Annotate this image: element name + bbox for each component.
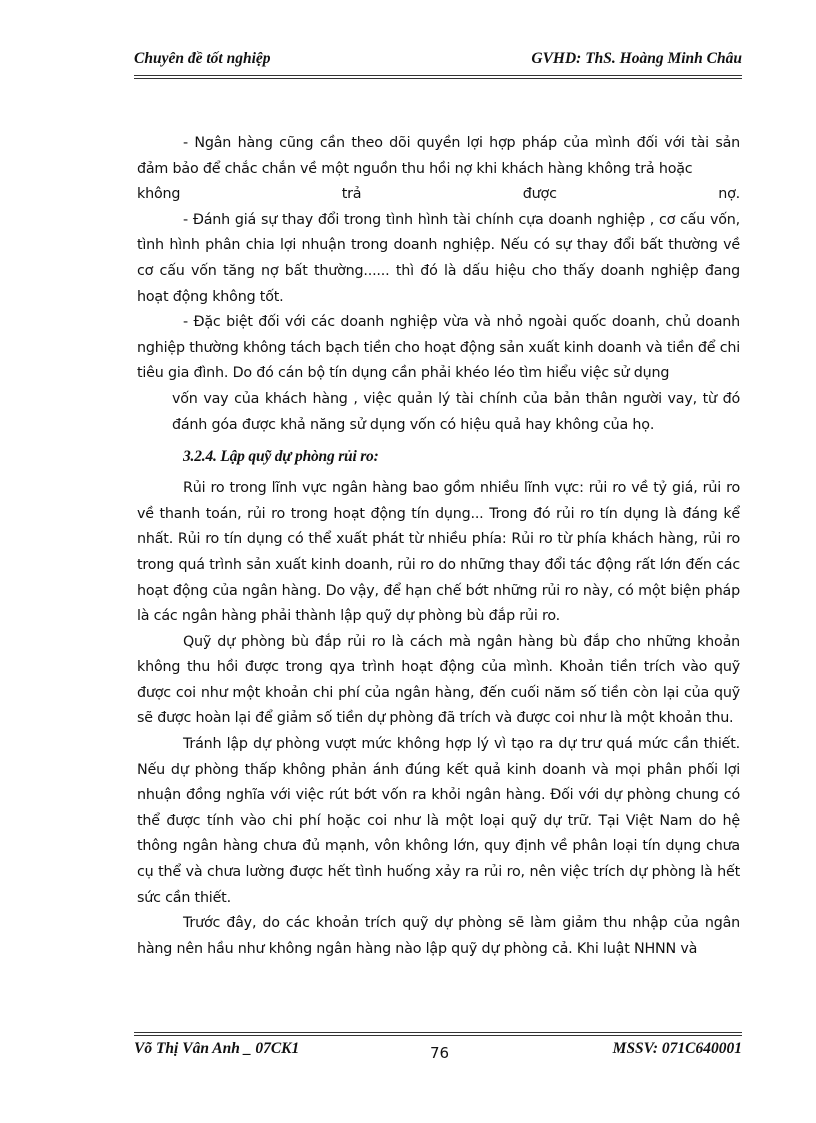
footer-student-id: MSSV: 071C640001 xyxy=(612,1040,742,1057)
page-number: 76 xyxy=(430,1044,450,1062)
section-heading: 3.2.4. Lập quỹ dự phòng rủi ro: xyxy=(183,448,379,466)
paragraph-collateral-last-line xyxy=(137,182,740,208)
footer-author: Võ Thị Vân Anh _ 07CK1 xyxy=(134,1040,300,1057)
header-rule xyxy=(134,75,742,76)
page-header xyxy=(134,50,742,72)
paragraph-risk: Rủi ro trong lĩnh vực ngân hàng bao gồm nhiều lĩnh vực: rủi ro về tỷ giá, rủi ro về thanh toán, rủi ro trong hoạt động tín dụng... Trong đó rủi ro tín dụng là đáng kể nhất. Rủi ro tín dụng có thể xuất phát từ nhiều phía: Rủi ro từ phía khách hàng, rủi ro trong quá trình sản xuất kinh doanh, rủi ro do những thay đổi tác động rất lớn đến các hoạt động của ngân hàng. Do vậy, để hạn chế bớt những rủi ro này, có một biện pháp là các ngân hàng phải thành lập quỹ dự phòng bù đắp rủi ro. xyxy=(137,480,740,625)
paragraph-sme-continued: vốn vay của khách hàng , việc quản lý tài chính của bản thân người vay, từ đó đánh góa được khả năng sử dụng vốn có hiệu quả hay không của họ. xyxy=(172,390,740,433)
paragraph-previously: Trước đây, do các khoản trích quỹ dự phòng sẽ làm giảm thu nhập của ngân hàng nên hầu như không ngân hàng nào lập quỹ dự phòng cả. Khi luật NHNN và xyxy=(137,915,740,957)
paragraph-financial-change: - Đánh giá sự thay đổi trong tình hình tài chính cựa doanh nghiệp , cơ cấu vốn, tình hình phân chia lợi nhuận trong doanh nghiệp. Nếu có sự thay đổi bất thường về cơ cấu vốn tăng nợ bất thường...... thì đó là dấu hiệu cho thấy doanh nghiệp đang hoạt động không tốt. xyxy=(137,211,740,305)
paragraph-sme: - Đặc biệt đối với các doanh nghiệp vừa và nhỏ ngoài quốc doanh, chủ doanh nghiệp thường không tách bạch tiền cho hoạt động sản xuất kinh doanh và tiền để chi tiêu gia đình. Do đó cán bộ tín dụng cần phải khéo léo tìm hiểu việc sử dụng xyxy=(137,314,740,382)
paragraph-reserve-fund: Quỹ dự phòng bù đắp rủi ro là cách mà ngân hàng bù đắp cho những khoản không thu hồi được trong qya trình hoạt động của mình. Khoản tiền trích vào quỹ được coi như một khoản chi phí của ngân hàng, đến cuối năm số tiền còn lại của quỹ sẽ được hoàn lại để giảm số tiền dự phòng đã trích và được coi như là một khoản thu. xyxy=(137,633,740,727)
paragraph-collateral: - Ngân hàng cũng cần theo dõi quyền lợi hợp pháp của mình đối với tài sản đảm bảo để chắc chắn về một nguồn thu hồi nợ khi khách hàng không trả hoặc xyxy=(137,135,740,177)
word: nợ. xyxy=(718,186,740,203)
header-rule-double xyxy=(134,78,742,79)
footer-rule xyxy=(134,1032,742,1033)
word: trả xyxy=(341,186,362,203)
header-advisor: GVHD: ThS. Hoàng Minh Châu xyxy=(531,50,742,67)
word: được xyxy=(522,186,557,203)
page-footer xyxy=(134,1038,742,1064)
paragraph-avoid-excess: Tránh lập dự phòng vượt mức không hợp lý vì tạo ra dự trư quá mức cần thiết. Nếu dự phòng thấp không phản ánh đúng kết quả kinh doanh và mọi phân phối lợi nhuận đồng nghĩa với việc rút bớt vốn ra khỏi ngân hàng. Đối với dự phòng chung có thể được tính vào chi phí hoặc coi như là một loại quỹ dự trữ. Tại Việt Nam do hệ thông ngân hàng chưa đủ mạnh, vôn không lớn, quy định về phân loại tín dụng chưa cụ thể và chưa lường được hết tình huống xảy ra rủi ro, nên việc trích dự phòng là hết sức cần thiết. xyxy=(137,736,740,906)
word: không xyxy=(137,186,181,203)
document-body xyxy=(137,131,740,962)
header-title: Chuyên đề tốt nghiệp xyxy=(134,50,271,67)
footer-rule-double xyxy=(134,1035,742,1036)
